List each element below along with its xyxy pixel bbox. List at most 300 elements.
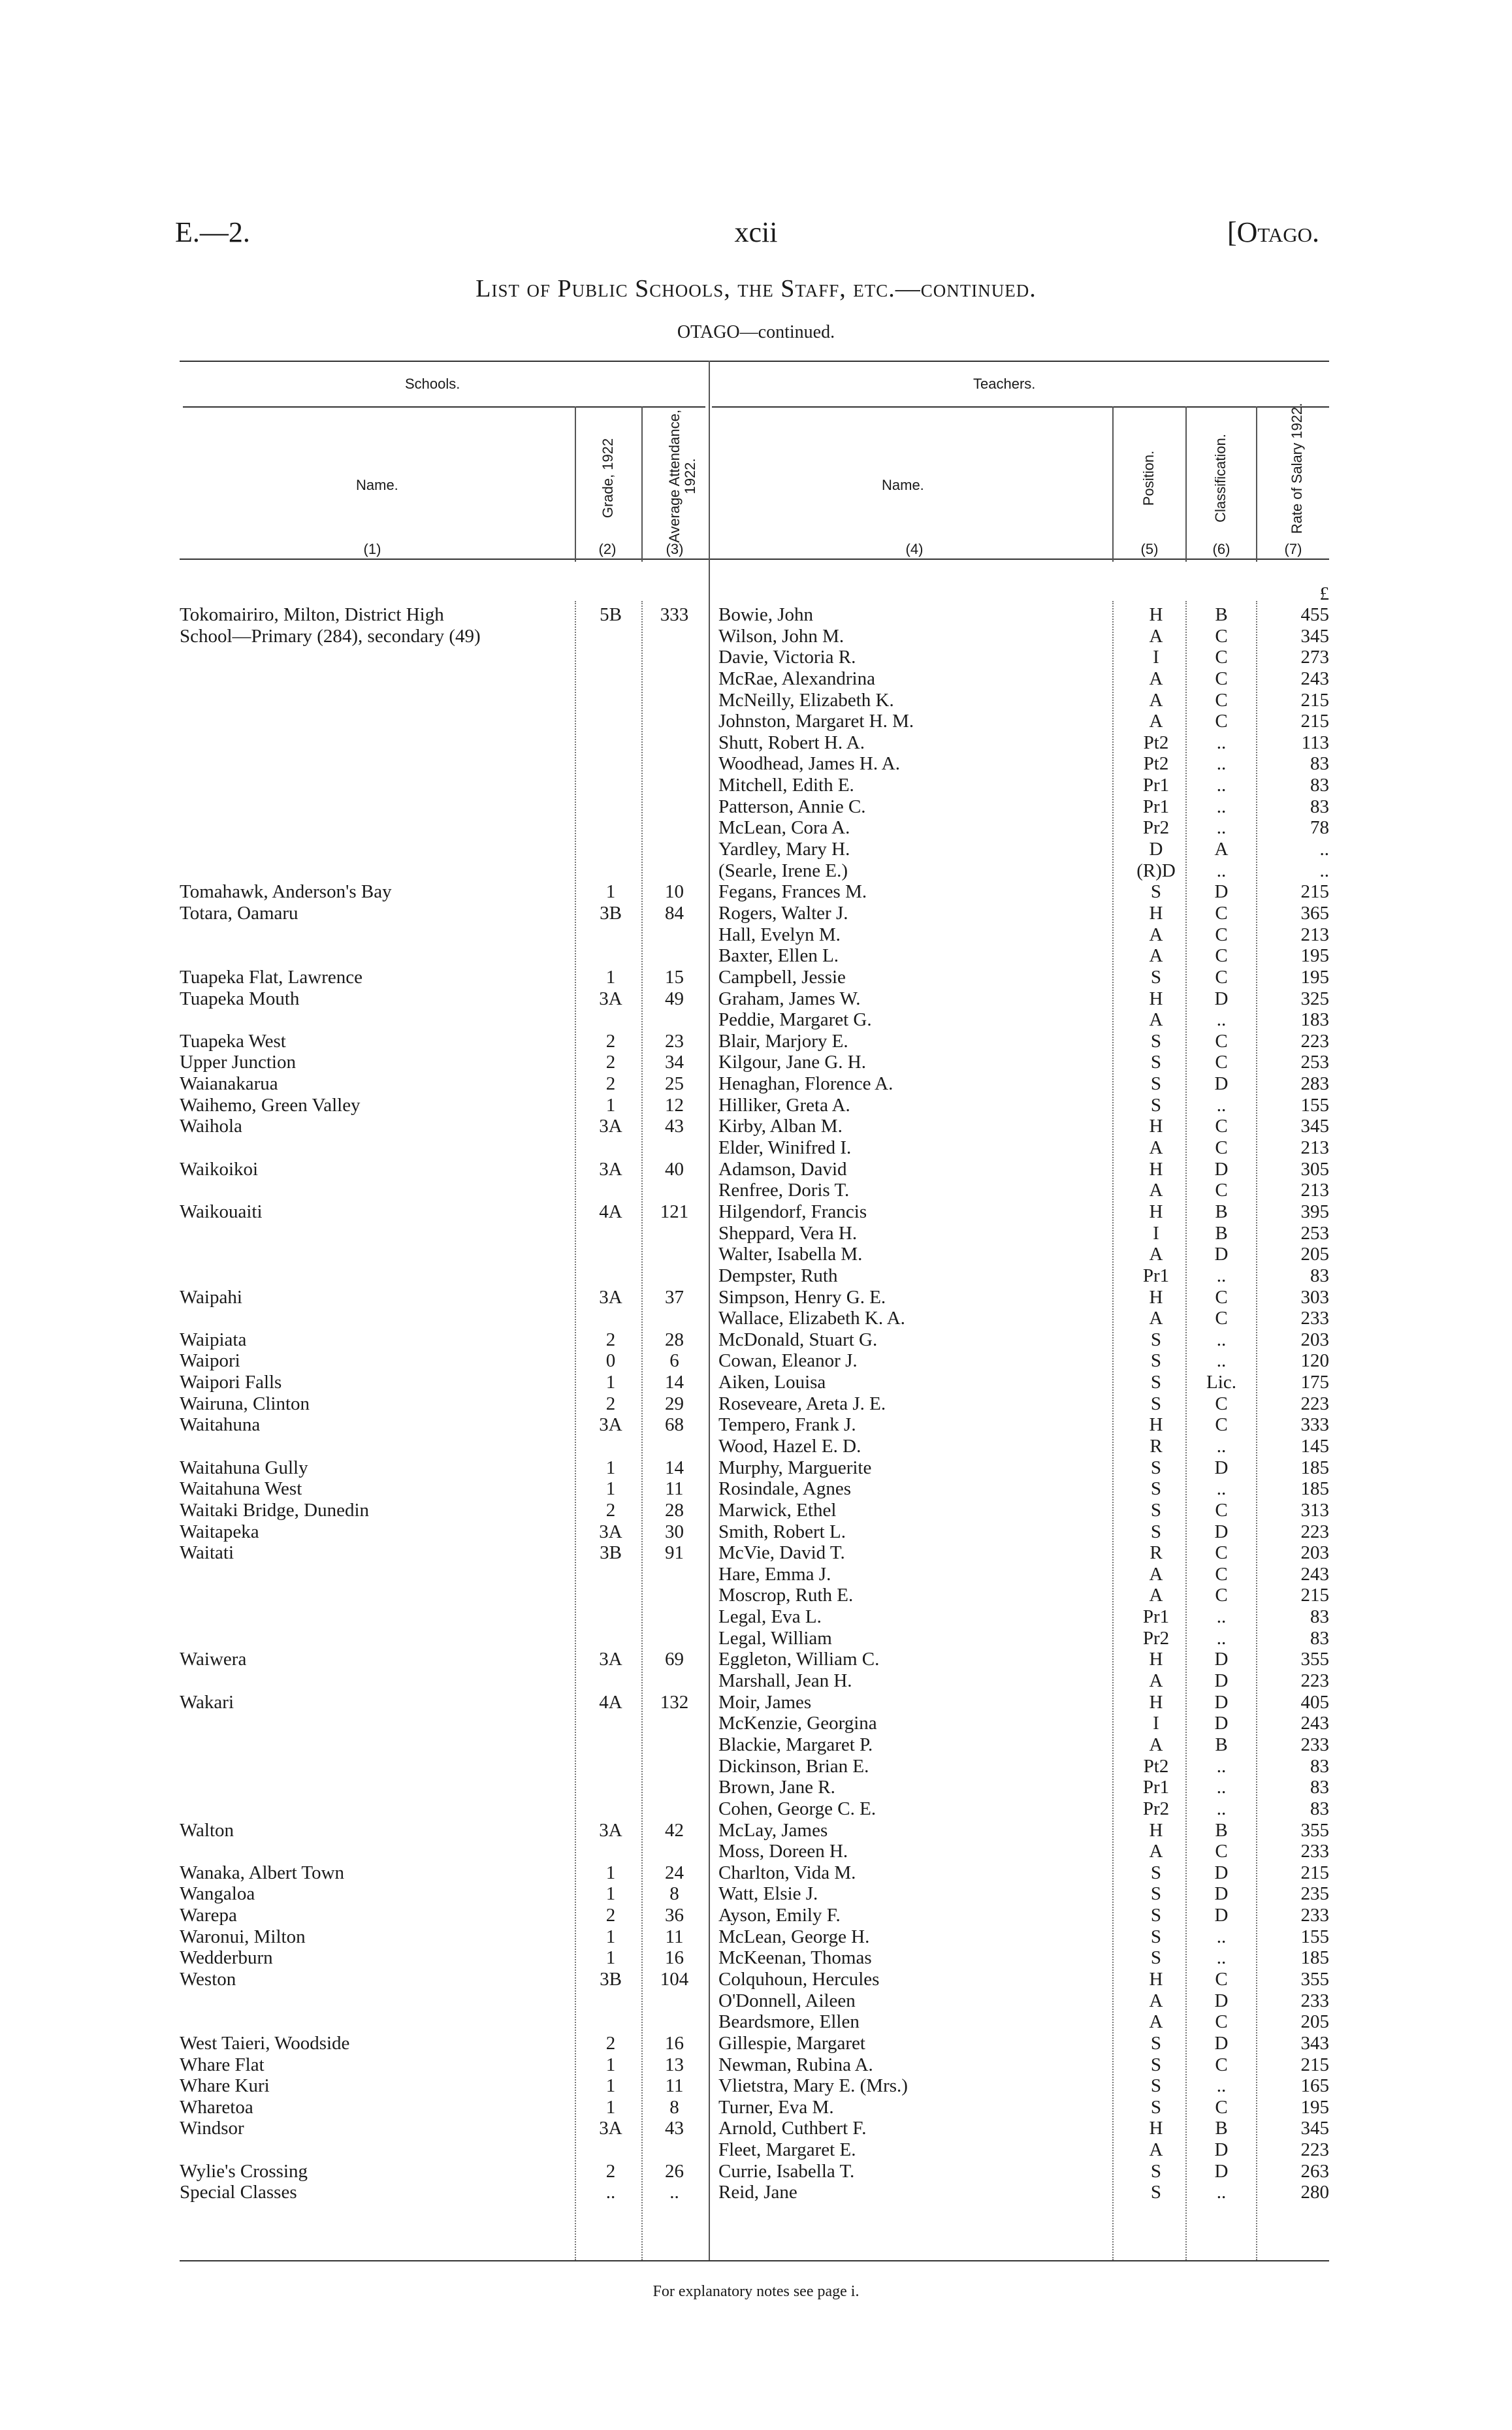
position-cell: I — [1153, 1222, 1159, 1244]
table-row — [0, 2054, 1512, 2076]
classification-cell: .. — [1216, 1755, 1227, 1777]
table-row — [0, 1137, 1512, 1159]
table-row — [0, 1031, 1512, 1052]
grade-cell: 1 — [605, 1883, 616, 1905]
grade-cell: 1 — [605, 2075, 616, 2097]
header-bottom-rule — [180, 559, 1329, 560]
classification-cell: D — [1214, 1862, 1229, 1883]
teacher-name-cell: Mitchell, Edith E. — [718, 775, 854, 796]
page-header-right: [Otago. — [1227, 216, 1319, 248]
school-name-cell: Upper Junction — [180, 1052, 296, 1073]
salary-cell: .. — [1319, 860, 1329, 881]
classification-cell: .. — [1216, 1627, 1227, 1649]
classification-cell: .. — [1216, 1094, 1227, 1116]
table-row — [0, 1500, 1512, 1521]
school-name-cell: School—Primary (284), secondary (49) — [180, 625, 481, 647]
salary-cell: 223 — [1300, 1030, 1329, 1052]
salary-cell: 233 — [1300, 1308, 1329, 1329]
position-cell: Pr2 — [1142, 1798, 1170, 1819]
grade-cell: 2 — [605, 2160, 616, 2182]
attendance-cell: .. — [669, 2182, 679, 2203]
salary-cell: 205 — [1300, 1244, 1329, 1265]
salary-cell: 213 — [1300, 1180, 1329, 1201]
position-cell: H — [1149, 1158, 1163, 1180]
teacher-name-cell: McNeilly, Elizabeth K. — [718, 689, 894, 711]
classification-cell: .. — [1216, 1777, 1227, 1798]
position-cell: A — [1149, 1734, 1163, 1755]
classification-cell: D — [1214, 1521, 1229, 1542]
attendance-cell: 11 — [665, 2075, 684, 2097]
schools-group-rule — [183, 406, 705, 408]
position-cell: A — [1149, 1244, 1163, 1265]
classification-cell: .. — [1216, 1798, 1227, 1819]
teacher-name-cell: Newman, Rubina A. — [718, 2054, 873, 2075]
position-cell: S — [1150, 1883, 1162, 1905]
table-row — [0, 668, 1512, 690]
position-cell: S — [1150, 1905, 1162, 1926]
school-name-cell: Wharetoa — [180, 2096, 253, 2118]
table-row — [0, 1841, 1512, 1862]
teacher-name-cell: Turner, Eva M. — [718, 2096, 834, 2118]
table-row — [0, 626, 1512, 647]
salary-cell: 355 — [1300, 1819, 1329, 1841]
salary-cell: 83 — [1310, 796, 1329, 817]
salary-cell: 195 — [1300, 2096, 1329, 2118]
teacher-name-cell: Colquhoun, Hercules — [718, 1969, 880, 1990]
teacher-name-cell: McVie, David T. — [718, 1542, 845, 1564]
table-row — [0, 1542, 1512, 1564]
column-number: (2) — [598, 541, 617, 557]
currency-symbol: £ — [1319, 583, 1329, 604]
position-cell: H — [1149, 988, 1163, 1009]
classification-cell: C — [1215, 1393, 1228, 1414]
classification-cell: B — [1215, 2118, 1228, 2139]
salary-cell: 145 — [1300, 1435, 1329, 1457]
attendance-cell: 11 — [665, 1478, 684, 1500]
salary-cell: 215 — [1300, 881, 1329, 903]
table-row — [0, 1223, 1512, 1244]
grade-cell: 2 — [605, 1073, 616, 1095]
classification-cell: D — [1214, 881, 1229, 903]
table-row — [0, 1244, 1512, 1265]
teacher-name-cell: Henaghan, Florence A. — [718, 1073, 893, 1095]
teacher-name-cell: Murphy, Marguerite — [718, 1457, 872, 1478]
teacher-name-cell: Eggleton, William C. — [718, 1649, 880, 1670]
table-row — [0, 1116, 1512, 1137]
classification-cell: C — [1215, 902, 1228, 924]
position-cell: A — [1149, 1009, 1163, 1031]
table-row — [0, 967, 1512, 988]
school-name-cell: Waihola — [180, 1116, 242, 1137]
classification-cell: .. — [1216, 1478, 1227, 1500]
school-name-cell: Waitahuna West — [180, 1478, 302, 1500]
grade-cell: 3A — [599, 1414, 622, 1436]
position-cell: S — [1150, 1499, 1162, 1521]
grade-cell: 3A — [599, 1819, 622, 1841]
salary-cell: 215 — [1300, 711, 1329, 732]
school-name-cell: Totara, Oamaru — [180, 902, 298, 924]
position-cell: I — [1153, 1713, 1159, 1734]
salary-cell: 233 — [1300, 1990, 1329, 2011]
position-cell: H — [1149, 1116, 1163, 1137]
position-cell: A — [1149, 2011, 1163, 2033]
grade-cell: 3A — [599, 1286, 622, 1308]
teacher-name-cell: Blair, Marjory E. — [718, 1030, 848, 1052]
classification-cell: D — [1214, 1670, 1229, 1692]
classification-cell: C — [1215, 689, 1228, 711]
school-name-cell: Waianakarua — [180, 1073, 278, 1095]
classification-cell: .. — [1216, 732, 1227, 753]
position-cell: H — [1149, 1969, 1163, 1990]
teacher-name-cell: Legal, Eva L. — [718, 1606, 822, 1628]
attendance-cell: 49 — [665, 988, 684, 1009]
school-name-cell: Waipori — [180, 1350, 240, 1372]
classification-cell: C — [1215, 1116, 1228, 1137]
salary-cell: 195 — [1300, 945, 1329, 967]
position-cell: H — [1149, 1414, 1163, 1436]
teacher-name-cell: McRae, Alexandrina — [718, 668, 875, 689]
classification-cell: C — [1215, 625, 1228, 647]
position-cell: H — [1149, 604, 1163, 625]
salary-cell: 243 — [1300, 668, 1329, 689]
position-cell: S — [1150, 2054, 1162, 2075]
teacher-name-cell: Bowie, John — [718, 604, 813, 625]
grade-cell: 0 — [605, 1350, 616, 1372]
school-name-cell: Waiwera — [180, 1649, 247, 1670]
position-cell: A — [1149, 668, 1163, 689]
table-row — [0, 860, 1512, 882]
classification-cell: D — [1214, 988, 1229, 1009]
salary-cell: 345 — [1300, 625, 1329, 647]
salary-cell: 215 — [1300, 1585, 1329, 1606]
teacher-name-cell: McKeenan, Thomas — [718, 1947, 872, 1969]
grade-cell: 3A — [599, 988, 622, 1009]
position-cell: A — [1149, 689, 1163, 711]
teacher-name-cell: Campbell, Jessie — [718, 966, 846, 988]
grade-cell: 4A — [599, 1201, 622, 1222]
teacher-name-cell: Cohen, George C. E. — [718, 1798, 877, 1819]
table-row — [0, 903, 1512, 924]
table-row — [0, 2075, 1512, 2097]
school-name-cell: Waipori Falls — [180, 1372, 282, 1393]
salary-cell: 253 — [1300, 1222, 1329, 1244]
attendance-cell: 333 — [660, 604, 689, 625]
position-cell: A — [1149, 2139, 1163, 2161]
table-row — [0, 1052, 1512, 1073]
teacher-name-cell: O'Donnell, Aileen — [718, 1990, 856, 2011]
classification-cell: .. — [1216, 753, 1227, 775]
grade-cell: 1 — [605, 881, 616, 903]
grade-cell: 2 — [605, 1499, 616, 1521]
table-row — [0, 1159, 1512, 1180]
salary-cell: 83 — [1310, 775, 1329, 796]
position-cell: (R)D — [1136, 860, 1176, 881]
position-cell: A — [1149, 1563, 1163, 1585]
column-number: (1) — [363, 541, 381, 557]
table-row — [0, 1265, 1512, 1287]
salary-cell: 253 — [1300, 1052, 1329, 1073]
table-row — [0, 988, 1512, 1010]
attendance-cell: 25 — [665, 1073, 684, 1095]
staff-table-body — [0, 604, 1512, 2203]
attendance-cell: 40 — [665, 1158, 684, 1180]
teacher-name-cell: Arnold, Cuthbert F. — [718, 2118, 867, 2139]
classification-cell: C — [1215, 668, 1228, 689]
classification-cell: C — [1215, 1841, 1228, 1862]
teacher-name-cell: Ayson, Emily F. — [718, 1905, 841, 1926]
salary-cell: 243 — [1300, 1713, 1329, 1734]
teacher-name-cell: Kilgour, Jane G. H. — [718, 1052, 866, 1073]
classification-cell: C — [1215, 1030, 1228, 1052]
classification-cell: .. — [1216, 860, 1227, 881]
attendance-cell: 43 — [665, 2118, 684, 2139]
grade-cell: 2 — [605, 1329, 616, 1350]
teacher-name-cell: Blackie, Margaret P. — [718, 1734, 873, 1755]
table-row — [0, 1564, 1512, 1585]
teacher-name-cell: Currie, Isabella T. — [718, 2160, 855, 2182]
salary-cell: 313 — [1300, 1499, 1329, 1521]
table-row — [0, 1201, 1512, 1223]
teacher-name-cell: Beardsmore, Ellen — [718, 2011, 860, 2033]
salary-cell: 120 — [1300, 1350, 1329, 1372]
attendance-cell: 14 — [665, 1457, 684, 1478]
page-subtitle: OTAGO—continued. — [677, 322, 835, 342]
table-row — [0, 604, 1512, 626]
position-cell: H — [1149, 2118, 1163, 2139]
teacher-name-cell: Baxter, Ellen L. — [718, 945, 839, 967]
grade-cell: 2 — [605, 1393, 616, 1414]
table-row — [0, 1926, 1512, 1948]
teacher-name-cell: Tempero, Frank J. — [718, 1414, 856, 1436]
classification-cell: C — [1215, 1585, 1228, 1606]
grade-cell: 5B — [600, 604, 622, 625]
table-row — [0, 1414, 1512, 1436]
page-header-left: E.—2. — [175, 216, 250, 248]
classification-cell: C — [1215, 711, 1228, 732]
classification-cell: .. — [1216, 1009, 1227, 1031]
position-cell: S — [1150, 1350, 1162, 1372]
attendance-cell: 8 — [669, 1883, 679, 1905]
salary-cell: 205 — [1300, 2011, 1329, 2033]
table-row — [0, 1009, 1512, 1031]
teacher-name-cell: Davie, Victoria R. — [718, 647, 856, 668]
table-row — [0, 753, 1512, 775]
salary-cell: 283 — [1300, 1073, 1329, 1095]
table-row — [0, 2161, 1512, 2182]
teacher-name-cell: Hilgendorf, Francis — [718, 1201, 867, 1222]
classification-cell: B — [1215, 1201, 1228, 1222]
classification-cell: D — [1214, 2160, 1229, 2182]
classification-cell: D — [1214, 2139, 1229, 2161]
table-row — [0, 1180, 1512, 1201]
table-row — [0, 839, 1512, 860]
teacher-name-cell: Renfree, Doris T. — [718, 1180, 850, 1201]
position-cell: S — [1150, 1521, 1162, 1542]
salary-cell: 155 — [1300, 1094, 1329, 1116]
salary-cell: 203 — [1300, 1542, 1329, 1564]
school-name-cell: Weston — [180, 1969, 236, 1990]
salary-cell: 223 — [1300, 1670, 1329, 1692]
grade-cell: 1 — [605, 1478, 616, 1500]
teacher-name-cell: Patterson, Annie C. — [718, 796, 866, 817]
salary-heading: Rate of Salary 1922. — [1289, 402, 1305, 534]
grade-cell: 3B — [600, 1542, 622, 1564]
school-name-cell: Waitati — [180, 1542, 234, 1564]
school-name-cell: Windsor — [180, 2118, 244, 2139]
position-cell: S — [1150, 1030, 1162, 1052]
position-cell: Pt2 — [1143, 1755, 1169, 1777]
position-cell: H — [1149, 902, 1163, 924]
table-row — [0, 1734, 1512, 1756]
position-cell: H — [1149, 1691, 1163, 1713]
grade-cell: 3A — [599, 1116, 622, 1137]
school-name-cell: Whare Kuri — [180, 2075, 270, 2097]
position-cell: Pr1 — [1142, 775, 1170, 796]
position-cell: S — [1150, 1862, 1162, 1883]
classification-cell: C — [1215, 2011, 1228, 2033]
teacher-name-cell: Wilson, John M. — [718, 625, 844, 647]
table-row — [0, 1883, 1512, 1905]
school-name-cell: West Taieri, Woodside — [180, 2032, 350, 2054]
attendance-cell: 28 — [665, 1329, 684, 1350]
classification-cell: C — [1215, 1414, 1228, 1436]
position-cell: S — [1150, 1329, 1162, 1350]
position-cell: S — [1150, 2182, 1162, 2203]
salary-cell: 83 — [1310, 1755, 1329, 1777]
classification-cell: C — [1215, 1969, 1228, 1990]
school-name-cell: Waikouaiti — [180, 1201, 263, 1222]
table-row — [0, 1350, 1512, 1372]
salary-cell: 280 — [1300, 2182, 1329, 2203]
table-row — [0, 1521, 1512, 1543]
position-cell: I — [1153, 647, 1159, 668]
table-row — [0, 1862, 1512, 1884]
teacher-name-cell: Moir, James — [718, 1691, 812, 1713]
attendance-cell: 28 — [665, 1499, 684, 1521]
table-row — [0, 1798, 1512, 1820]
teacher-name-cell: McKenzie, Georgina — [718, 1713, 877, 1734]
school-name-cell: Wanaka, Albert Town — [180, 1862, 345, 1883]
teacher-name-cell: Cowan, Eleanor J. — [718, 1350, 858, 1372]
classification-cell: C — [1215, 924, 1228, 945]
salary-cell: 345 — [1300, 1116, 1329, 1137]
grade-cell: 3A — [599, 2118, 622, 2139]
attendance-cell: 84 — [665, 902, 684, 924]
classification-cell: A — [1214, 839, 1229, 860]
teacher-name-cell: Moss, Doreen H. — [718, 1841, 848, 1862]
attendance-cell: 12 — [665, 1094, 684, 1116]
salary-cell: 343 — [1300, 2032, 1329, 2054]
classification-cell: D — [1214, 1905, 1229, 1926]
position-cell: Pr1 — [1142, 1265, 1170, 1286]
table-row — [0, 1990, 1512, 2012]
position-cell: H — [1149, 1649, 1163, 1670]
table-row — [0, 1606, 1512, 1628]
grade-cell: 2 — [605, 1030, 616, 1052]
page-title: List of Public Schools, the Staff, etc.—continued. — [475, 275, 1037, 302]
position-cell: S — [1150, 2096, 1162, 2118]
position-cell: A — [1149, 625, 1163, 647]
school-name-cell: Waipahi — [180, 1286, 242, 1308]
teacher-name-cell: Hall, Evelyn M. — [718, 924, 841, 945]
classification-heading: Classification. — [1212, 434, 1229, 523]
classification-cell: .. — [1216, 1265, 1227, 1286]
salary-cell: 345 — [1300, 2118, 1329, 2139]
classification-cell: D — [1214, 1457, 1229, 1478]
grade-cell: 1 — [605, 1372, 616, 1393]
salary-cell: 83 — [1310, 753, 1329, 775]
classification-cell: C — [1215, 2096, 1228, 2118]
teachers-group-heading: Teachers. — [973, 376, 1036, 392]
footnote: For explanatory notes see page i. — [652, 2283, 860, 2300]
position-cell: R — [1150, 1542, 1163, 1564]
classification-cell: .. — [1216, 1435, 1227, 1457]
table-row — [0, 1692, 1512, 1713]
salary-cell: 243 — [1300, 1563, 1329, 1585]
attendance-cell: 132 — [660, 1691, 689, 1713]
position-cell: S — [1150, 1478, 1162, 1500]
table-row — [0, 2011, 1512, 2033]
salary-cell: 83 — [1310, 1777, 1329, 1798]
table-bottom-rule — [180, 2260, 1329, 2261]
teachers-group-rule — [712, 406, 1329, 408]
position-cell: A — [1149, 924, 1163, 945]
table-row — [0, 2033, 1512, 2054]
attendance-cell: 23 — [665, 1030, 684, 1052]
attendance-cell: 43 — [665, 1116, 684, 1137]
grade-cell: 4A — [599, 1691, 622, 1713]
salary-cell: 183 — [1300, 1009, 1329, 1031]
table-row — [0, 1478, 1512, 1500]
table-row — [0, 1372, 1512, 1393]
attendance-cell: 26 — [665, 2160, 684, 2182]
school-name-cell: Wedderburn — [180, 1947, 273, 1969]
col-divider — [1185, 406, 1187, 562]
position-heading: Position. — [1140, 450, 1157, 506]
classification-cell: D — [1214, 1883, 1229, 1905]
classification-cell: Lic. — [1206, 1372, 1236, 1393]
salary-cell: 113 — [1301, 732, 1329, 753]
salary-cell: 395 — [1300, 1201, 1329, 1222]
classification-cell: C — [1215, 966, 1228, 988]
position-cell: S — [1150, 1073, 1162, 1095]
salary-cell: 213 — [1300, 924, 1329, 945]
classification-cell: C — [1215, 1137, 1228, 1159]
attendance-cell: 16 — [665, 1947, 684, 1969]
table-row — [0, 945, 1512, 967]
table-row — [0, 1393, 1512, 1415]
position-cell: Pr1 — [1142, 796, 1170, 817]
position-cell: A — [1149, 1180, 1163, 1201]
school-name-cell: Waihemo, Green Valley — [180, 1094, 361, 1116]
col-divider — [1256, 406, 1257, 562]
grade-cell: 1 — [605, 2096, 616, 2118]
table-row — [0, 1713, 1512, 1734]
teacher-name-cell: Walter, Isabella M. — [718, 1244, 863, 1265]
grade-cell: 3A — [599, 1649, 622, 1670]
teacher-name-cell: McLay, James — [718, 1819, 828, 1841]
classification-cell: .. — [1216, 2075, 1227, 2097]
teacher-name-cell: McDonald, Stuart G. — [718, 1329, 878, 1350]
school-name-cell: Waitaki Bridge, Dunedin — [180, 1499, 370, 1521]
table-row — [0, 1329, 1512, 1351]
table-row — [0, 2182, 1512, 2203]
school-name-cell: Tokomairiro, Milton, District High — [180, 604, 444, 625]
attendance-cell: 69 — [665, 1649, 684, 1670]
teacher-name-cell: Peddie, Margaret G. — [718, 1009, 872, 1031]
teacher-name-cell: Moscrop, Ruth E. — [718, 1585, 854, 1606]
teacher-name-cell: Kirby, Alban M. — [718, 1116, 843, 1137]
